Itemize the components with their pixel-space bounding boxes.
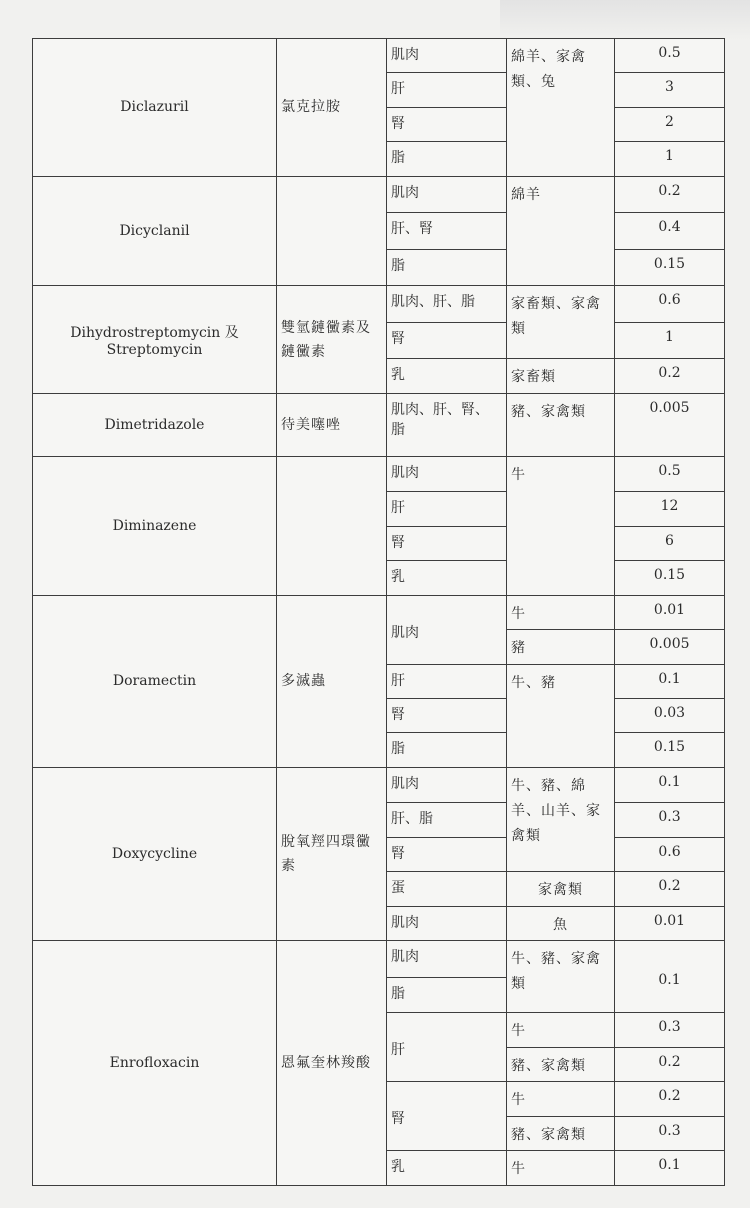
species-cell: 家畜類、家禽類 [507, 286, 615, 359]
drug-name: Diclazuril [33, 39, 277, 177]
table-row [33, 176, 725, 213]
tissue-cell: 肌肉 [387, 941, 507, 978]
tissue-cell: 肌肉 [387, 39, 507, 73]
species-cell: 牛、豬、家禽類 [507, 941, 615, 1013]
tissue-cell: 肝、腎 [387, 213, 507, 250]
species-cell: 家禽類 [507, 872, 615, 906]
value-cell: 0.15 [615, 733, 725, 767]
table-row [33, 767, 725, 802]
value-cell: 0.3 [615, 1013, 725, 1047]
value-cell: 0.01 [615, 595, 725, 629]
drug-name: Dihydrostreptomycin 及 Streptomycin [33, 286, 277, 393]
table-row [33, 393, 725, 456]
tissue-cell: 乳 [387, 561, 507, 595]
value-cell: 0.2 [615, 872, 725, 906]
value-cell: 0.15 [615, 249, 725, 286]
drug-chinese-name: 雙氫鏈黴素及鏈黴素 [277, 286, 387, 393]
tissue-cell: 肌肉、肝、脂 [387, 286, 507, 323]
scan-shadow [500, 0, 750, 40]
value-cell: 0.6 [615, 837, 725, 871]
drug-name: Dicyclanil [33, 176, 277, 286]
tissue-cell: 腎 [387, 322, 507, 359]
species-cell: 魚 [507, 906, 615, 940]
tissue-cell: 肌肉、肝、腎、脂 [387, 393, 507, 456]
value-cell: 1 [615, 142, 725, 176]
value-cell: 0.1 [615, 767, 725, 802]
tissue-cell: 脂 [387, 733, 507, 767]
species-cell: 牛、豬、綿羊、山羊、家禽類 [507, 767, 615, 871]
drug-name: Doramectin [33, 595, 277, 767]
tissue-cell: 腎 [387, 526, 507, 560]
species-cell: 牛 [507, 1151, 615, 1186]
tissue-cell: 脂 [387, 142, 507, 176]
tissue-cell: 肌肉 [387, 176, 507, 213]
value-cell: 12 [615, 492, 725, 526]
drug-name: Enrofloxacin [33, 941, 277, 1186]
value-cell: 0.01 [615, 906, 725, 940]
tissue-cell: 腎 [387, 837, 507, 871]
drug-chinese-name [277, 176, 387, 286]
table-row [33, 595, 725, 629]
value-cell: 0.5 [615, 456, 725, 491]
species-cell: 牛 [507, 456, 615, 595]
species-cell: 牛 [507, 1082, 615, 1116]
species-cell: 豬、家禽類 [507, 1116, 615, 1150]
tissue-cell: 肝、脂 [387, 803, 507, 837]
tissue-cell: 乳 [387, 1151, 507, 1186]
tissue-cell: 肝 [387, 1013, 507, 1082]
table-row [33, 286, 725, 323]
drug-name: Doxycycline [33, 767, 277, 940]
tissue-cell: 腎 [387, 699, 507, 733]
species-cell: 牛、豬 [507, 664, 615, 767]
species-cell: 家畜類 [507, 359, 615, 393]
value-cell: 0.005 [615, 630, 725, 664]
value-cell: 0.4 [615, 213, 725, 250]
tissue-cell: 脂 [387, 977, 507, 1012]
tissue-cell: 脂 [387, 249, 507, 286]
species-cell: 豬、家禽類 [507, 393, 615, 456]
value-cell: 0.2 [615, 1047, 725, 1081]
value-cell: 0.2 [615, 359, 725, 393]
tissue-cell: 蛋 [387, 872, 507, 906]
tissue-cell: 肌肉 [387, 595, 507, 664]
value-cell: 0.03 [615, 699, 725, 733]
species-cell: 豬、家禽類 [507, 1047, 615, 1081]
drug-chinese-name [277, 456, 387, 595]
value-cell: 0.005 [615, 393, 725, 456]
value-cell: 0.1 [615, 941, 725, 1013]
value-cell: 0.5 [615, 39, 725, 73]
value-cell: 3 [615, 73, 725, 107]
drug-chinese-name: 脫氧羥四環黴素 [277, 767, 387, 940]
value-cell: 0.3 [615, 1116, 725, 1150]
drug-name: Diminazene [33, 456, 277, 595]
tissue-cell: 肝 [387, 73, 507, 107]
drug-chinese-name: 待美噻唑 [277, 393, 387, 456]
value-cell: 0.2 [615, 176, 725, 213]
value-cell: 2 [615, 107, 725, 141]
drug-chinese-name: 氯克拉胺 [277, 39, 387, 177]
species-cell: 牛 [507, 1013, 615, 1047]
tissue-cell: 腎 [387, 1082, 507, 1151]
value-cell: 0.2 [615, 1082, 725, 1116]
value-cell: 1 [615, 322, 725, 359]
tissue-cell: 肝 [387, 492, 507, 526]
mrl-table [32, 38, 725, 1186]
value-cell: 0.1 [615, 1151, 725, 1186]
tissue-cell: 肝 [387, 664, 507, 698]
drug-name: Dimetridazole [33, 393, 277, 456]
table-row [33, 39, 725, 73]
value-cell: 0.1 [615, 664, 725, 698]
species-cell: 綿羊、家禽類、兔 [507, 39, 615, 177]
value-cell: 6 [615, 526, 725, 560]
tissue-cell: 肌肉 [387, 456, 507, 491]
drug-chinese-name: 恩氟奎林羧酸 [277, 941, 387, 1186]
tissue-cell: 腎 [387, 107, 507, 141]
value-cell: 0.3 [615, 803, 725, 837]
tissue-cell: 肌肉 [387, 767, 507, 802]
value-cell: 0.15 [615, 561, 725, 595]
species-cell: 豬 [507, 630, 615, 664]
species-cell: 牛 [507, 595, 615, 629]
value-cell: 0.6 [615, 286, 725, 323]
tissue-cell: 肌肉 [387, 906, 507, 940]
table-row [33, 941, 725, 978]
table-row [33, 456, 725, 491]
tissue-cell: 乳 [387, 359, 507, 393]
drug-chinese-name: 多滅蟲 [277, 595, 387, 767]
species-cell: 綿羊 [507, 176, 615, 286]
